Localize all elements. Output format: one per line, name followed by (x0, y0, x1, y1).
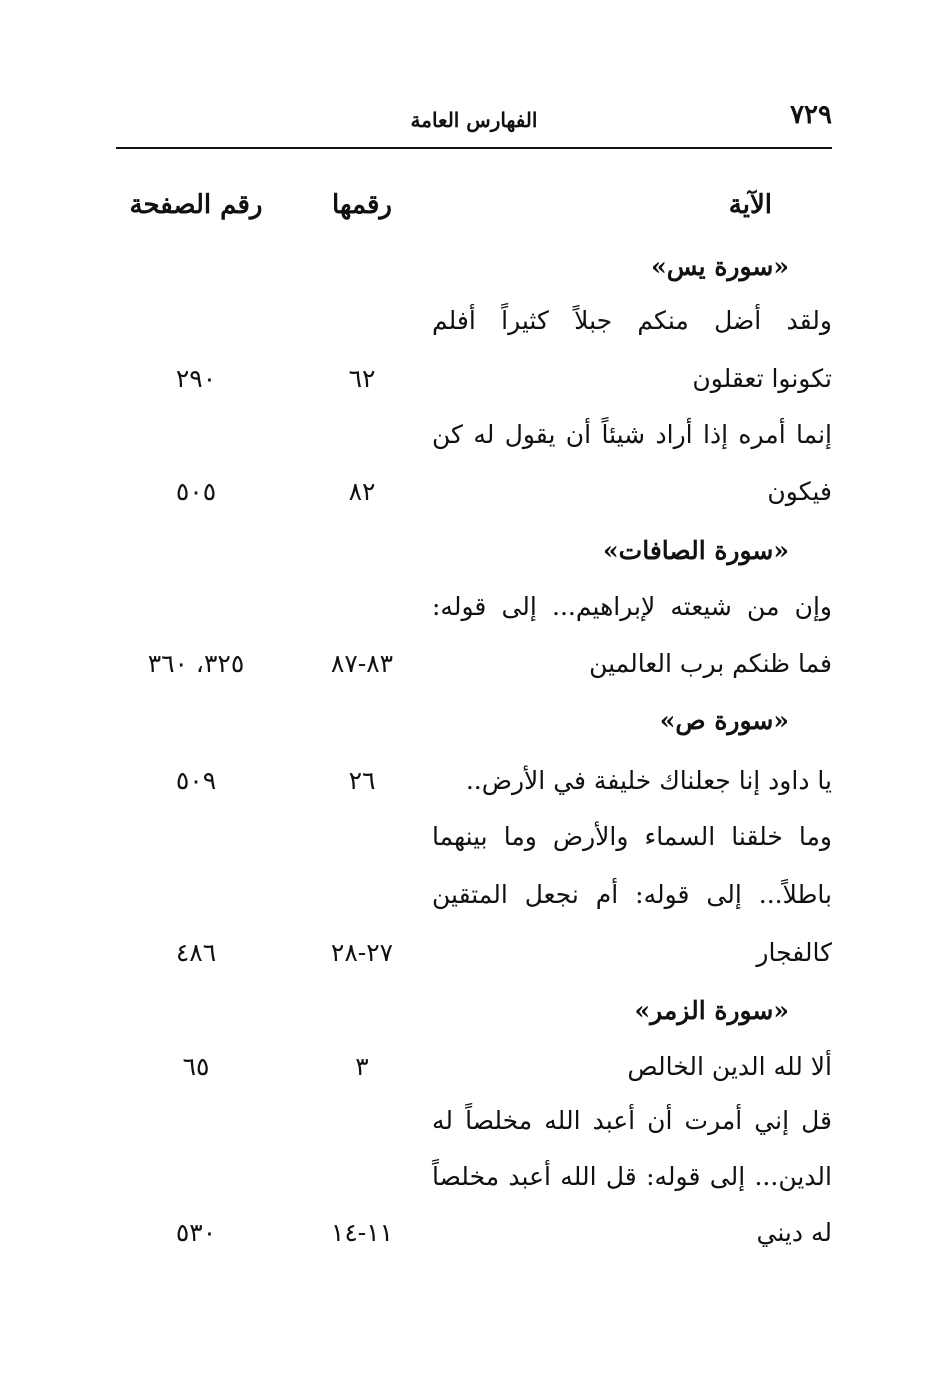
ayah-number: ٢٦ (348, 766, 376, 795)
page-ref: ٤٨٦ (175, 938, 217, 967)
ayah-text: وإن من شيعته لإبراهيم... إلى قوله: (432, 592, 832, 621)
ayah-number: ٣ (355, 1052, 369, 1081)
page-number: ٧٢٩ (790, 100, 832, 130)
index-line (116, 1106, 832, 1158)
index-line (116, 880, 832, 932)
ayah-text: ألا لله الدين الخالص (627, 1052, 832, 1081)
running-title: الفهارس العامة (410, 108, 538, 132)
index-line (116, 649, 832, 701)
surah-title: «سورة يس» (651, 252, 789, 281)
column-header-page: رقم الصفحة (129, 190, 263, 220)
ayah-text: كالفجار (756, 938, 832, 967)
column-header-ayah-number: رقمها (332, 190, 392, 220)
ayah-number: ٦٢ (348, 364, 376, 393)
index-line (116, 420, 832, 472)
index-line (116, 364, 832, 416)
column-header-ayah: الآية (728, 190, 772, 220)
page-header (116, 100, 832, 150)
page-ref: ٥٠٥ (175, 477, 217, 506)
index-line (116, 822, 832, 874)
surah-title: «سورة الزمر» (634, 996, 789, 1025)
index-line (116, 1162, 832, 1214)
ayah-text: يا داود إنا جعلناك خليفة في الأرض.. (465, 766, 832, 795)
ayah-text: فيكون (767, 477, 832, 506)
page-ref: ٦٥ (182, 1052, 210, 1081)
ayah-text: له ديني (756, 1218, 832, 1247)
header-rule (116, 147, 832, 149)
ayah-number: ٢٧-٢٨ (330, 938, 394, 967)
ayah-text: تكونوا تعقلون (692, 364, 832, 393)
index-line (116, 1218, 832, 1270)
ayah-text: فما ظنكم برب العالمين (589, 649, 832, 678)
ayah-text: ولقد أضل منكم جبلاً كثيراً أفلم (432, 306, 832, 335)
index-line (116, 766, 832, 818)
index-line (116, 306, 832, 358)
ayah-number: ١١-١٤ (330, 1218, 394, 1247)
surah-title: «سورة الصافات» (603, 536, 789, 565)
page-ref: ٥٣٠ (175, 1218, 217, 1247)
ayah-number: ٨٣-٨٧ (330, 649, 394, 678)
index-line (116, 477, 832, 529)
index-line (116, 592, 832, 644)
index-line (116, 938, 832, 990)
page-ref: ٢٩٠ (175, 364, 217, 393)
ayah-text: إنما أمره إذا أراد شيئاً أن يقول له كن (432, 420, 832, 449)
ayah-text: قل إني أمرت أن أعبد الله مخلصاً له (432, 1106, 832, 1135)
column-headers (116, 190, 832, 242)
page-ref: ٥٠٩ (175, 766, 217, 795)
ayah-text: وما خلقنا السماء والأرض وما بينهما (432, 822, 832, 851)
surah-title: «سورة ص» (659, 706, 789, 735)
index-line (116, 1052, 832, 1104)
ayah-text: باطلاً... إلى قوله: أم نجعل المتقين (432, 880, 832, 909)
page-ref: ٣٢٥، ٣٦٠ (147, 649, 245, 678)
ayah-number: ٨٢ (348, 477, 376, 506)
ayah-text: الدين... إلى قوله: قل الله أعبد مخلصاً (432, 1162, 832, 1191)
